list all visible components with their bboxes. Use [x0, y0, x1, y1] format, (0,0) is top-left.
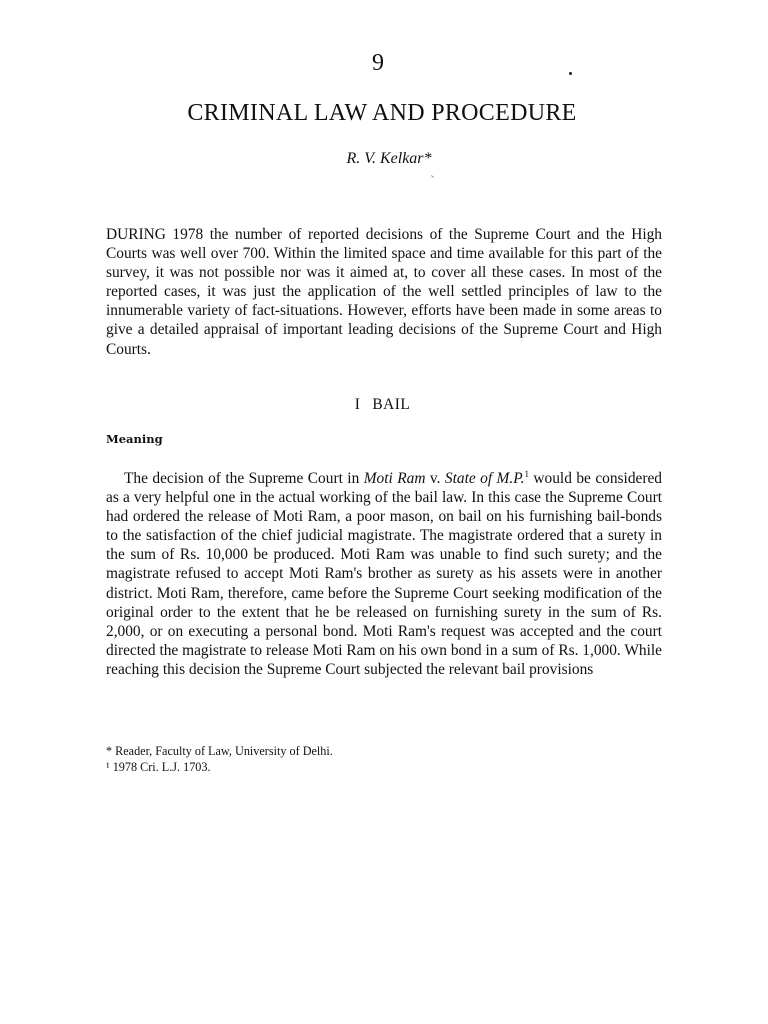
chapter-title: CRIMINAL LAW AND PROCEDURE — [187, 100, 577, 126]
stray-mark — [431, 175, 434, 178]
versus-text: v. — [425, 470, 445, 487]
footnotes — [106, 744, 662, 775]
chapter-number: 9 — [372, 50, 384, 76]
section-heading — [0, 396, 768, 414]
intro-paragraph: DURING 1978 the number of reported decisions of the Supreme Court and the High Courts was well over 700. Within the limited space and time available for this part of the survey, it was not possible nor was it aimed at, to cover all these cases. In most of the reported cases, it was just the application of the well settled principles of law to the innumerable variety of fact-situations. However, efforts have been made in some areas to give a detailed appraisal of important leading decisions of the Supreme Court and High Courts. — [106, 226, 662, 358]
paragraph-start: The decision of the Supreme Court in — [124, 470, 364, 487]
case-party-1: Moti Ram — [363, 470, 426, 487]
section-numeral: I — [354, 396, 361, 413]
author-name: R. V. Kelkar* — [346, 150, 432, 167]
stray-dot — [569, 72, 572, 75]
subheading-meaning: Meaning — [106, 432, 163, 446]
footnote-citation: ¹ 1978 Cri. L.J. 1703. — [106, 759, 211, 774]
footnote-reference: 1 — [524, 468, 529, 479]
paragraph-rest: would be considered as a very helpful one in the actual working of the bail law. In this case the Supreme Court had ordered the release of Moti Ram, a poor mason, on bail on his furnishing bail-bonds to the satisfaction of the chief judicial magistrate. The magistrate ordered that a surety in the sum of Rs. 10,000 be produced. Moti Ram was unable to find such surety; and the magistrate refused to accept Moti Ram's brother as surety as his assets were in another district. Moti Ram, therefore, came before the Supreme Court seeking modification of the original order to the extent that he be released on furnishing surety in the sum of Rs. 2,000, or on executing a personal bond. Moti Ram's request was accepted and the court directed the magistrate to release Moti Ram on his own bond in a sum of Rs. 1,000. While reaching this decision the Supreme Court subjected the relevant bail provisions — [106, 470, 662, 678]
case-party-2: State of M.P. — [444, 470, 525, 487]
footnote-author: * Reader, Faculty of Law, University of Delhi. — [106, 744, 333, 758]
body-paragraph — [106, 469, 662, 679]
section-title: BAIL — [372, 396, 411, 413]
